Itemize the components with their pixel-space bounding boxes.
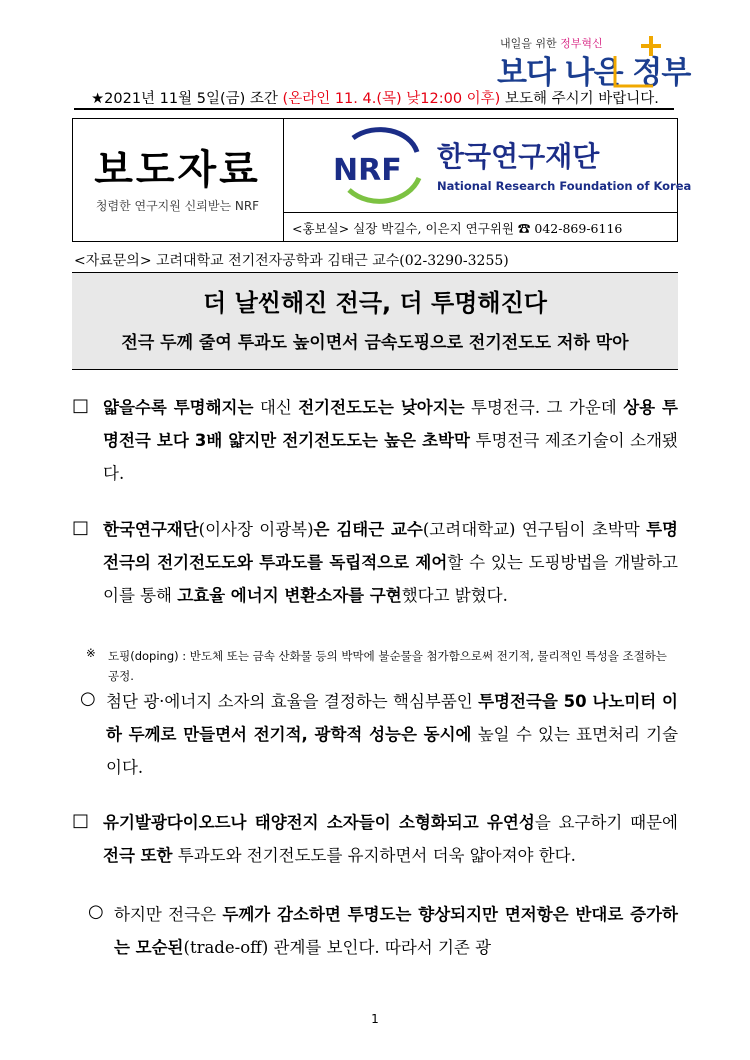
headline: 더 날씬해진 전극, 더 투명해진다 xyxy=(203,289,547,317)
doping-note: 도핑(doping) : 반도체 또는 금속 산화물 등의 박막에 불순물을 첨가함으로써 전기적, 물리적인 특성을 조절하는 공정. xyxy=(108,649,667,683)
pr-department-contact: <홍보실> 실장 박길수, 이은지 연구위원 ☎ 042-869-6116 xyxy=(292,221,623,236)
paragraph-1 xyxy=(103,391,678,490)
paragraph-4 xyxy=(103,806,678,872)
note-mark-icon: ※ xyxy=(86,646,96,660)
gov-logo-tagline: 내일을 위한 정부혁신 xyxy=(500,37,603,50)
header-inner-rule xyxy=(283,212,678,213)
circle-bullet-icon: ○ xyxy=(88,901,104,922)
embargo-notice: ★2021년 11월 5일(금) 조간 (온라인 11. 4.(목) 낮12:00 이후) 보도해 주시기 바랍니다. xyxy=(91,91,659,107)
p4-run: 전극 또한 xyxy=(103,846,173,865)
p3-run: 첨단 광·에너지 소자의 효율을 결정하는 핵심부품인 xyxy=(106,692,479,711)
inquiry-contact: <자료문의> 고려대학교 전기전자공학과 김태근 교수(02-3290-3255) xyxy=(74,253,509,269)
page-number: 1 xyxy=(371,1012,379,1026)
p2-run: 은 김태근 교수 xyxy=(313,520,423,539)
press-release-subtitle: 청렴한 연구지원 신뢰받는 NRF xyxy=(95,199,260,213)
p4-run: 투과도와 전기전도도를 유지하면서 더욱 얇아져야 한다. xyxy=(172,846,576,865)
p2-run: 고효율 에너지 변환소자를 구현 xyxy=(177,586,402,605)
p1-run: 투명전극. 그 가운데 xyxy=(464,398,624,417)
p1-run: 전기전도도는 낮아지는 xyxy=(298,398,465,417)
press-release-title: 보도자료 xyxy=(94,147,261,193)
gov-logo-bracket-icon xyxy=(613,34,671,88)
p5-run: (trade-off) 관계를 보인다. 따라서 기존 광 xyxy=(183,938,492,957)
p2-run: (이사장 이광복) xyxy=(198,520,314,539)
p4-run: 유기발광다이오드나 태양전지 소자들이 소형화되고 유연성 xyxy=(103,813,535,832)
paragraph-2 xyxy=(103,513,678,612)
p2-run: 투명전극의 전기전도도와 투과도를 독립적으로 제어 xyxy=(103,520,678,572)
p5-run: 하지만 전극은 xyxy=(114,905,223,924)
square-bullet-icon: □ xyxy=(72,517,90,538)
p2-run: 했다고 밝혔다. xyxy=(401,586,508,605)
p3-run: 높일 수 있는 표면처리 기술이다. xyxy=(106,725,679,777)
p2-run: 한국연구재단 xyxy=(103,520,199,539)
p1-run: 투명전극 제조기술이 소개됐다. xyxy=(103,431,678,483)
p1-run: 대신 xyxy=(253,398,299,417)
nrf-logo-arc-icon xyxy=(353,130,417,152)
paragraph-5 xyxy=(114,898,678,964)
circle-bullet-icon: ○ xyxy=(80,688,96,709)
p4-run: 을 요구하기 때문에 xyxy=(534,813,678,832)
p2-run: 할 수 있는 도핑방법을 개발하고 이를 통해 xyxy=(103,553,678,605)
p1-run: 얇을수록 투명해지는 xyxy=(103,398,254,417)
p2-run: 연구팀이 초박막 xyxy=(515,520,647,539)
gov-logo-text: 보다 나은 정부 xyxy=(497,55,691,91)
p2-run: (고려대학교) xyxy=(422,520,516,539)
embargo-underline xyxy=(74,108,674,110)
square-bullet-icon: □ xyxy=(72,395,90,416)
nrf-acronym: NRF xyxy=(333,153,402,188)
p5-run: 두께가 감소하면 투명도는 향상되지만 면저항은 반대로 증가하는 모순된 xyxy=(114,905,678,957)
square-bullet-icon: □ xyxy=(72,810,90,831)
header-divider xyxy=(283,118,284,242)
subheadline: 전극 두께 줄여 투과도 높이면서 금속도핑으로 전기전도도 저하 막아 xyxy=(121,333,629,353)
paragraph-3 xyxy=(106,685,678,784)
p1-run: 상용 투명전극 보다 3배 얇지만 전기전도도는 높은 초박막 xyxy=(103,398,678,450)
nrf-logo xyxy=(325,128,692,204)
nrf-korean-name: 한국연구재단 xyxy=(437,140,600,173)
nrf-english-name: National Research Foundation of Korea xyxy=(437,179,692,193)
p3-run: 투명전극을 50 나노미터 이하 두께로 만들면서 전기적, 광학적 성능은 동시에 xyxy=(106,692,679,744)
